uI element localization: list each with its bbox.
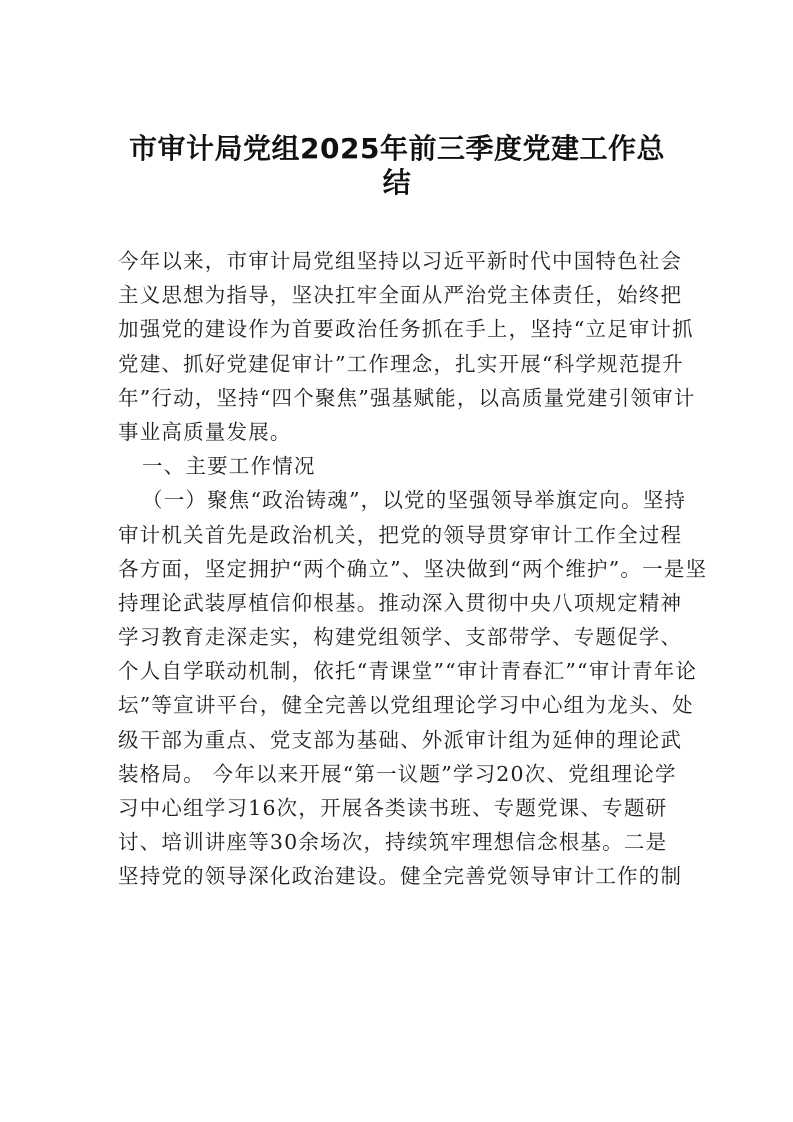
paragraph-line: 加强党的建设作为首要政治任务抓在手上，坚持“立足审计抓 bbox=[118, 317, 694, 342]
paragraph-line: 级干部为重点、党支部为基础、外派审计组为延伸的理论武 bbox=[118, 727, 683, 752]
paragraph-line: 党建、抓好党建促审计”工作理念，扎实开展“科学规范提升 bbox=[118, 351, 684, 376]
paragraph-line: 主义思想为指导，坚决扛牢全面从严治党主体责任，始终把 bbox=[118, 283, 683, 308]
document-body bbox=[118, 244, 708, 894]
paragraph-line: 坛”等宣讲平台，健全完善以党组理论学习中心组为龙头、处 bbox=[118, 693, 694, 718]
document-title bbox=[112, 122, 682, 200]
paragraph-line: 个人自学联动机制，依托“青课堂”“审计青春汇”“审计青年论 bbox=[118, 659, 698, 684]
title-line: 结 bbox=[382, 166, 412, 200]
subsection-heading-line: （一）聚焦“政治铸魂”，以党的坚强领导举旗定向。坚持 bbox=[142, 488, 687, 513]
paragraph-line: 讨、培训讲座等30余场次，持续筑牢理想信念根基。二是 bbox=[118, 830, 668, 855]
paragraph-line: 审计机关首先是政治机关，把党的领导贯穿审计工作全过程 bbox=[118, 522, 683, 547]
paragraph-line: 学习教育走深走实，构建党组领学、支部带学、专题促学、 bbox=[118, 625, 683, 650]
paragraph-line: 习中心组学习16次，开展各类读书班、专题党课、专题研 bbox=[118, 796, 668, 820]
paragraph-line: 坚持党的领导深化政治建设。健全完善党领导审计工作的制 bbox=[118, 864, 683, 889]
paragraph-line: 年”行动，坚持“四个聚焦”强基赋能，以高质量党建引领审计 bbox=[118, 385, 696, 410]
paragraph-line: 今年以来，市审计局党组坚持以习近平新时代中国特色社会 bbox=[118, 249, 683, 273]
title-line: 市审计局党组2025年前三季度党建工作总 bbox=[129, 132, 665, 165]
section-heading: 一、主要工作情况 bbox=[142, 454, 316, 479]
paragraph-line: 装格局。 今年以来开展“第一议题”学习20次、党组理论学 bbox=[118, 761, 677, 786]
paragraph-line: 持理论武装厚植信仰根基。推动深入贯彻中央八项规定精神 bbox=[118, 590, 683, 615]
paragraph-line: 各方面，坚定拥护“两个确立”、坚决做到“两个维护”。一是坚 bbox=[118, 556, 708, 581]
paragraph-line: 事业高质量发展。 bbox=[118, 419, 292, 444]
